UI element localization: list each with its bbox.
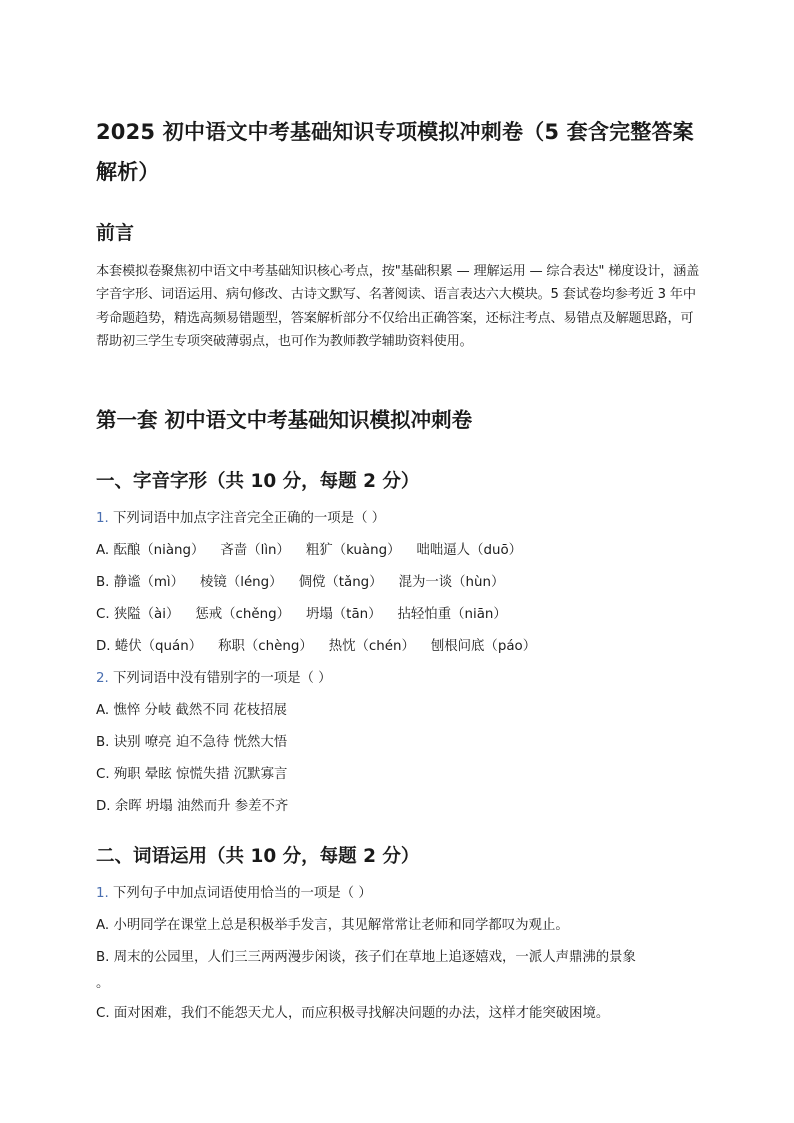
option-label: D. [96, 799, 111, 814]
option-label: B. [96, 735, 110, 750]
option-item: 称职（chèng） [218, 639, 313, 654]
question-text: 下列句子中加点词语使用恰当的一项是（ ） [113, 886, 372, 901]
option-label: C. [96, 1006, 110, 1021]
option-item: 晕眩 [144, 767, 172, 782]
option-item: 热忱（chén） [328, 639, 415, 654]
option-item: 粗犷（kuàng） [305, 543, 401, 558]
option-item: 蜷伏（quán） [114, 639, 203, 654]
option-row [96, 948, 636, 968]
option-row-continuation [96, 974, 109, 994]
question-number: 1. [96, 511, 109, 526]
option-item: 余晖 [114, 799, 142, 814]
option-item: 截然不同 [175, 703, 230, 718]
option-item: 坍塌（tān） [306, 607, 382, 622]
option-item: 惊慌失措 [175, 767, 230, 782]
option-item: 刨根问底（páo） [430, 639, 537, 654]
option-item: 拈轻怕重（niān） [397, 607, 507, 622]
option-item: 花枝招展 [233, 703, 287, 718]
option-text: 小明同学在课堂上总是积极举手发言，其见解常常让老师和同学都叹为观止。 [113, 918, 569, 933]
option-row [96, 573, 520, 593]
question-number: 1. [96, 886, 109, 901]
option-item: 混为一谈（hùn） [398, 575, 505, 590]
option-row [96, 733, 287, 753]
option-label: C. [96, 607, 110, 622]
option-item: 吝啬（lìn） [220, 543, 290, 558]
section1-heading: 一、字音字形（共 10 分，每题 2 分） [96, 471, 420, 492]
set1-heading: 第一套 初中语文中考基础知识模拟冲刺卷 [96, 408, 473, 432]
question-number: 2. [96, 671, 109, 686]
option-row [96, 797, 288, 817]
option-row [96, 605, 523, 625]
option-item: 酝酿（niàng） [113, 543, 205, 558]
question-stem [96, 884, 372, 904]
option-label: C. [96, 767, 110, 782]
option-item: 迫不急待 [175, 735, 230, 750]
section2-heading: 二、词语运用（共 10 分，每题 2 分） [96, 846, 420, 867]
option-label: A. [96, 543, 110, 558]
option-item: 棱镜（léng） [200, 575, 283, 590]
option-item: 惩戒（chěng） [195, 607, 291, 622]
option-label: A. [96, 703, 110, 718]
option-item: 坍塌 [145, 799, 173, 814]
question-stem [96, 509, 385, 529]
option-row [96, 701, 287, 721]
option-item: 恍然大悟 [233, 735, 288, 750]
option-row [96, 637, 552, 657]
option-item: 倜傥（tǎng） [298, 575, 383, 590]
option-text: 面对困难，我们不能怨天尤人，而应积极寻找解决问题的办法，这样才能突破困境。 [113, 1006, 610, 1021]
option-label: A. [96, 918, 110, 933]
option-item: 诀别 [113, 735, 141, 750]
question-text: 下列词语中没有错别字的一项是（ ） [113, 671, 332, 686]
option-item: 嘹亮 [144, 735, 172, 750]
preface-paragraph: 本套模拟卷聚焦初中语文中考基础知识核心考点，按"基础积累 — 理解运用 — 综合表达" 梯度设计，涵盖字音字形、词语运用、病句修改、古诗文默写、名著阅读、语言表达六大模块。5 套试卷均参考近 3 年中考命题趋势，精选高频易错题型，答案解析部分不仅给出正确答案，还标注考点、易错点及解题思路，可帮助初三学生专项突破薄弱点，也可作为教师教学辅助资料使用。 [96, 264, 700, 349]
question-stem [96, 669, 332, 689]
option-item: 狭隘（ài） [113, 607, 180, 622]
option-label: D. [96, 639, 111, 654]
option-item: 参差不齐 [234, 799, 289, 814]
document-title: 2025 初中语文中考基础知识专项模拟冲刺卷（5 套含完整答案解析） [96, 120, 694, 184]
option-label: B. [96, 575, 110, 590]
option-row [96, 541, 538, 561]
preface-heading: 前言 [96, 222, 135, 244]
option-label: B. [96, 950, 110, 965]
option-item: 咄咄逼人（duō） [416, 543, 523, 558]
option-row [96, 765, 287, 785]
option-item: 沉默寡言 [233, 767, 288, 782]
question-text: 下列词语中加点字注音完全正确的一项是（ ） [113, 511, 386, 526]
option-item: 分岐 [144, 703, 172, 718]
option-item: 油然而升 [176, 799, 231, 814]
option-item: 静谧（mì） [113, 575, 185, 590]
option-item: 殉职 [113, 767, 141, 782]
option-item: 憔悴 [113, 703, 141, 718]
option-text: 。 [96, 976, 110, 991]
option-text: 周末的公园里，人们三三两两漫步闲谈，孩子们在草地上追逐嬉戏，一派人声鼎沸的景象 [113, 950, 636, 965]
option-row [96, 1004, 609, 1024]
option-row [96, 916, 569, 936]
